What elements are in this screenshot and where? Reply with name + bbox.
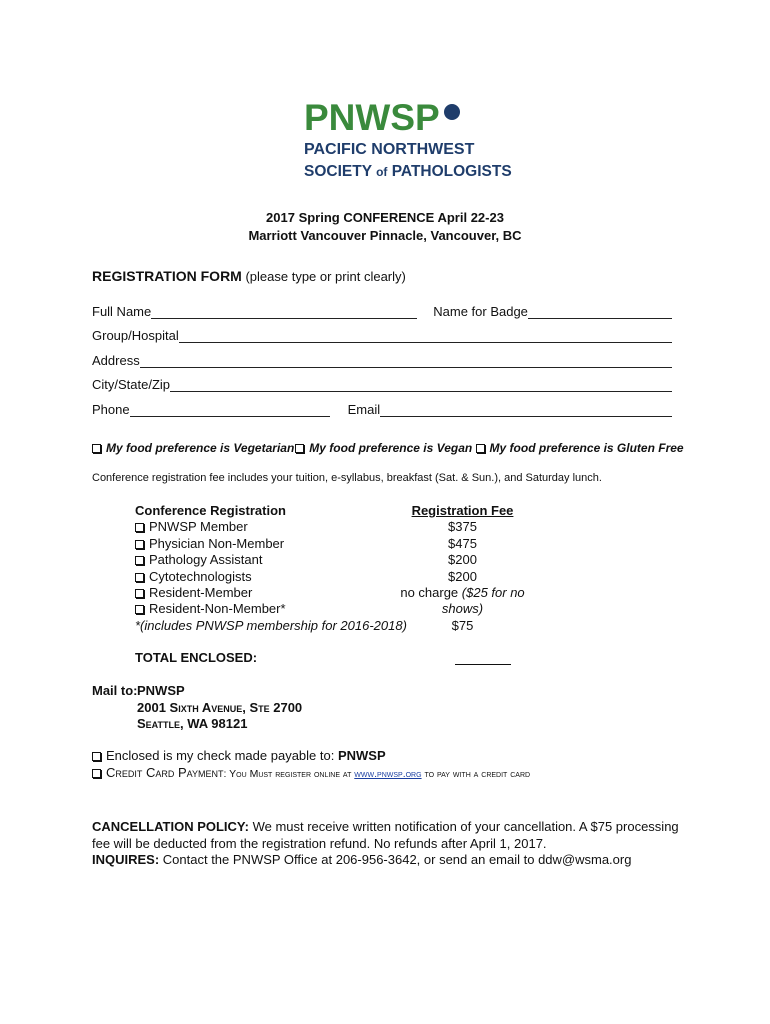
logo-line1: PACIFIC NORTHWEST xyxy=(304,141,475,158)
mail-label: Mail to: xyxy=(92,683,138,698)
inquiries-body: Contact the PNWSP Office at 206-956-3642, or send an email to ddw@wsma.org xyxy=(159,852,632,867)
full-name-label: Full Name xyxy=(92,304,152,319)
registration-header: Conference Registration xyxy=(135,503,286,518)
option-cytotechnologists[interactable] xyxy=(135,569,407,585)
city-state-zip-label: City/State/Zip xyxy=(92,377,171,392)
card-payment-instructions: : You Must register online at xyxy=(223,767,355,780)
inquiries-text xyxy=(92,852,682,869)
option-physician-non-member[interactable] xyxy=(135,536,407,552)
mail-address xyxy=(137,683,302,733)
address-field[interactable] xyxy=(140,354,672,368)
total-enclosed-label: TOTAL ENCLOSED: xyxy=(135,650,258,665)
vegan-checkbox[interactable] xyxy=(295,444,304,453)
fee-value: $200 xyxy=(448,552,477,568)
payment-options xyxy=(92,748,530,782)
fee-value: $200 xyxy=(448,568,477,584)
phone-field[interactable] xyxy=(130,403,330,417)
check-payment-checkbox[interactable] xyxy=(92,752,101,761)
form-title-main: REGISTRATION FORM xyxy=(92,268,242,284)
mail-city: Seattle, WA 98121 xyxy=(137,716,248,731)
row-group xyxy=(92,325,672,343)
fee-header: Registration Fee xyxy=(411,503,514,518)
mail-street: 2001 Sixth Avenue, Ste 2700 xyxy=(137,699,303,715)
row-phone-email xyxy=(92,399,672,417)
card-payment-label: Credit Card Payment xyxy=(106,764,224,780)
registration-options xyxy=(135,503,407,634)
full-name-field[interactable] xyxy=(151,305,417,319)
vegetarian-label: My food preference is Vegetarian xyxy=(106,441,295,455)
pnwsp-logo xyxy=(300,96,512,184)
option-label: Resident-Non-Member* xyxy=(149,601,286,617)
fee-value: $375 xyxy=(448,519,477,535)
card-payment-checkbox[interactable] xyxy=(92,769,101,778)
mail-to xyxy=(92,683,303,731)
card-payment-option[interactable] xyxy=(92,765,530,783)
option-pathology-assistant[interactable] xyxy=(135,552,407,568)
vegan-label: My food preference is Vegan xyxy=(309,441,476,455)
group-hospital-label: Group/Hospital xyxy=(92,328,179,343)
gluten-free-checkbox[interactable] xyxy=(476,444,485,453)
gluten-free-label: My food preference is Gluten Free xyxy=(489,441,684,455)
option-label: Cytotechnologists xyxy=(149,568,252,584)
checkbox-icon[interactable] xyxy=(135,589,144,598)
conference-venue: Marriott Vancouver Pinnacle, Vancouver, BC xyxy=(248,228,522,243)
badge-name-field[interactable] xyxy=(528,305,672,319)
logo-line2: SOCIETY of PATHOLOGISTS xyxy=(304,163,512,180)
email-field[interactable] xyxy=(380,403,672,417)
form-title xyxy=(92,268,406,284)
badge-name-label: Name for Badge xyxy=(433,304,528,319)
phone-label: Phone xyxy=(92,402,130,417)
logo-acronym: PNWSP xyxy=(304,97,440,138)
address-label: Address xyxy=(92,353,140,368)
email-label: Email xyxy=(347,402,381,417)
option-resident-non-member[interactable] xyxy=(135,601,407,617)
cancellation-text xyxy=(92,819,682,852)
row-address xyxy=(92,350,672,368)
city-state-zip-field[interactable] xyxy=(170,378,672,392)
conference-title: 2017 Spring CONFERENCE April 22-23 xyxy=(266,210,504,225)
membership-footnote: *(includes PNWSP membership for 2016-2018) xyxy=(135,617,407,633)
mail-name: PNWSP xyxy=(137,683,185,698)
cancellation-body: We must receive written notification of your cancellation. A $75 processing fee will be deducted from the registration refund. No refunds after April 1, 2017. xyxy=(92,819,679,851)
vegetarian-checkbox[interactable] xyxy=(92,444,101,453)
option-label: PNWSP Member xyxy=(149,519,248,535)
pnwsp-website-link[interactable]: www.pnwsp.org xyxy=(354,767,422,780)
cancellation-policy xyxy=(92,819,682,869)
row-city xyxy=(92,374,672,392)
cancellation-label: CANCELLATION POLICY: xyxy=(92,819,249,834)
checkbox-icon[interactable] xyxy=(135,573,144,582)
option-label: Pathology Assistant xyxy=(149,552,263,568)
checkbox-icon[interactable] xyxy=(135,605,144,614)
option-label: Physician Non-Member xyxy=(149,535,285,551)
check-payment-label: Enclosed is my check made payable to: xyxy=(106,748,338,763)
checkbox-icon[interactable] xyxy=(135,556,144,565)
fee-no-show-note: ($25 for no shows) xyxy=(441,585,525,617)
card-payment-suffix: to pay with a credit card xyxy=(421,767,531,780)
option-pnwsp-member[interactable] xyxy=(135,519,407,535)
checkbox-icon[interactable] xyxy=(135,540,144,549)
form-title-note: (please type or print clearly) xyxy=(241,269,406,284)
checkbox-icon[interactable] xyxy=(135,523,144,532)
option-resident-member[interactable] xyxy=(135,585,407,601)
fee-value: $475 xyxy=(448,535,477,551)
inquiries-label: INQUIRES: xyxy=(92,852,160,867)
option-label: Resident-Member xyxy=(149,585,253,601)
fee-value: $75 xyxy=(451,617,474,633)
check-payee: PNWSP xyxy=(337,748,386,763)
row-name xyxy=(92,301,672,319)
food-preferences xyxy=(92,441,684,455)
group-hospital-field[interactable] xyxy=(179,329,672,343)
fee-includes-note: Conference registration fee includes your tuition, e-syllabus, breakfast (Sat. & Sun.), and Saturday lunch. xyxy=(92,472,602,484)
registration-fees xyxy=(380,503,545,634)
check-payment-option[interactable] xyxy=(92,748,530,765)
fee-value: no charge xyxy=(400,585,462,601)
fee-value-resident xyxy=(380,585,545,618)
total-enclosed-field[interactable] xyxy=(455,650,511,665)
